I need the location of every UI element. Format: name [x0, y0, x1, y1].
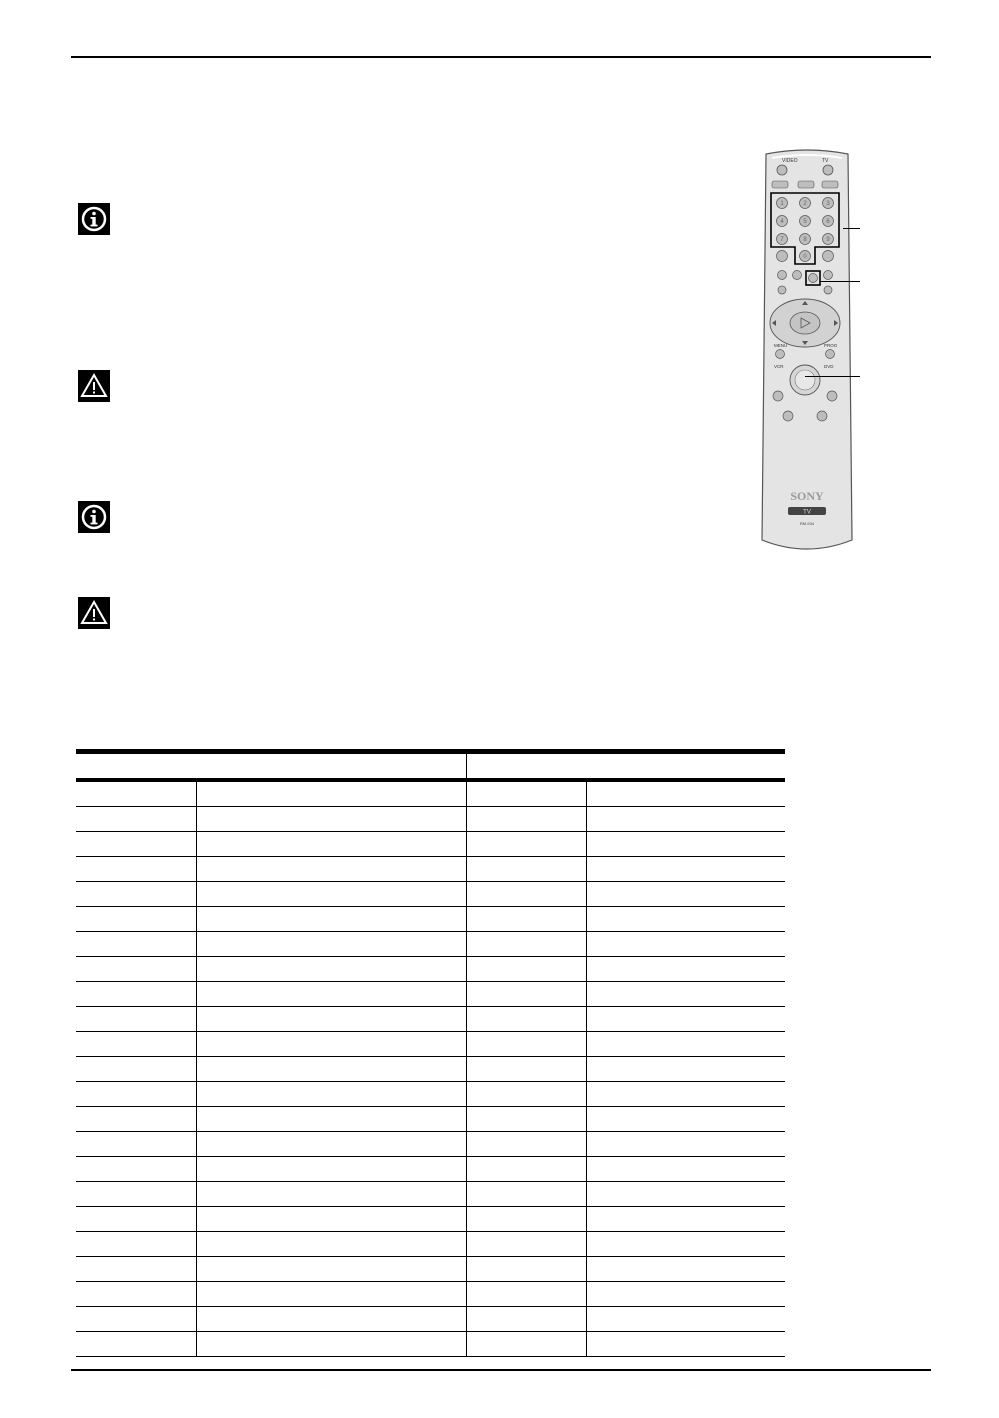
- table-cell: [196, 1332, 466, 1357]
- table-cell: [466, 1332, 586, 1357]
- table-cell: [466, 1057, 586, 1082]
- table-cell: [466, 1132, 586, 1157]
- table-cell: [76, 1232, 196, 1257]
- table-row: [76, 1082, 785, 1107]
- table-cell: [586, 1107, 785, 1132]
- table-cell: [586, 1257, 785, 1282]
- table-cell: [466, 1157, 586, 1182]
- table-row: [76, 780, 785, 807]
- table-cell: [196, 1032, 466, 1057]
- table-row: [76, 1057, 785, 1082]
- table-row: [76, 1157, 785, 1182]
- table-row: [76, 857, 785, 882]
- table-cell: [586, 807, 785, 832]
- table-cell: [196, 807, 466, 832]
- table-cell: [586, 1232, 785, 1257]
- table-row: [76, 1332, 785, 1357]
- table-cell: [76, 807, 196, 832]
- table-cell: [586, 907, 785, 932]
- dvd-label: DVD: [824, 364, 834, 369]
- table-cell: [76, 932, 196, 957]
- table-cell: [76, 1032, 196, 1057]
- table-cell: [76, 780, 196, 807]
- table-cell: [466, 1307, 586, 1332]
- table-cell: [76, 1282, 196, 1307]
- table-cell: [196, 1157, 466, 1182]
- table-cell: [196, 957, 466, 982]
- table-cell: [586, 832, 785, 857]
- table-row: [76, 1032, 785, 1057]
- table-cell: [586, 932, 785, 957]
- table-row: [76, 1307, 785, 1332]
- table-cell: [586, 1132, 785, 1157]
- table-cell: [76, 1307, 196, 1332]
- table-cell: [76, 832, 196, 857]
- table-cell: [586, 1157, 785, 1182]
- table-row: [76, 982, 785, 1007]
- table-cell: [586, 957, 785, 982]
- table-row: [76, 907, 785, 932]
- table-cell: [196, 1082, 466, 1107]
- table-cell: [586, 780, 785, 807]
- table-cell: [76, 957, 196, 982]
- table-cell: [196, 982, 466, 1007]
- table-header-group-1: [76, 752, 466, 781]
- table-cell: [466, 982, 586, 1007]
- table-cell: [76, 982, 196, 1007]
- table-cell: [76, 1157, 196, 1182]
- table-cell: [466, 882, 586, 907]
- callout-number-keys: [843, 228, 860, 229]
- table-cell: [76, 1107, 196, 1132]
- table-cell: [466, 1257, 586, 1282]
- table-cell: [196, 907, 466, 932]
- table-cell: [196, 832, 466, 857]
- table-cell: [196, 1207, 466, 1232]
- table-cell: [196, 780, 466, 807]
- svg-text:5: 5: [803, 219, 807, 225]
- table-row: [76, 1132, 785, 1157]
- table-cell: [586, 1057, 785, 1082]
- table-cell: [466, 1282, 586, 1307]
- table-cell: [76, 1007, 196, 1032]
- table-cell: [196, 1232, 466, 1257]
- table-row: [76, 882, 785, 907]
- svg-text:9: 9: [826, 237, 830, 243]
- tv-label: TV: [822, 158, 829, 164]
- vcr-label: VCR: [774, 364, 784, 369]
- bottom-rule: [71, 1369, 931, 1371]
- table-cell: [466, 1107, 586, 1132]
- table-cell: [76, 1182, 196, 1207]
- table-row: [76, 957, 785, 982]
- callout-selector: [805, 376, 860, 377]
- table-row: [76, 1207, 785, 1232]
- warning-icon: [78, 370, 110, 402]
- svg-text:4: 4: [780, 219, 784, 225]
- table-cell: [466, 932, 586, 957]
- svg-text:2: 2: [803, 201, 807, 207]
- table-cell: [76, 857, 196, 882]
- model-label: RM-934: [799, 521, 815, 526]
- table-header-group-2: [466, 752, 785, 781]
- table-cell: [76, 1332, 196, 1357]
- table-cell: [586, 1032, 785, 1057]
- table-cell: [76, 1207, 196, 1232]
- table-cell: [196, 1257, 466, 1282]
- info-icon: [78, 501, 110, 533]
- top-rule: [71, 56, 931, 58]
- table-cell: [196, 1282, 466, 1307]
- table-row: [76, 932, 785, 957]
- table-cell: [586, 982, 785, 1007]
- remote-control-illustration: [752, 148, 862, 556]
- svg-text:8: 8: [803, 237, 807, 243]
- svg-text:7: 7: [780, 237, 784, 243]
- callout-small-key: [820, 281, 860, 282]
- table-cell: [466, 1007, 586, 1032]
- table-row: [76, 1257, 785, 1282]
- data-table: [76, 749, 785, 1357]
- menu-label: MENU: [774, 343, 788, 348]
- table-cell: [466, 807, 586, 832]
- table-cell: [466, 1232, 586, 1257]
- table-row: [76, 807, 785, 832]
- table-cell: [466, 1082, 586, 1107]
- table-row: [76, 1232, 785, 1257]
- table-cell: [196, 1057, 466, 1082]
- table-cell: [586, 1207, 785, 1232]
- table-cell: [196, 1182, 466, 1207]
- table-cell: [586, 857, 785, 882]
- table-row: [76, 1107, 785, 1132]
- tv-badge: TV: [803, 509, 811, 516]
- table-cell: [586, 1007, 785, 1032]
- table-cell: [196, 932, 466, 957]
- table-cell: [466, 1207, 586, 1232]
- table-cell: [196, 1307, 466, 1332]
- table-cell: [196, 1007, 466, 1032]
- svg-text:0: 0: [803, 254, 807, 260]
- table-cell: [76, 1132, 196, 1157]
- table-cell: [466, 857, 586, 882]
- table-row: [76, 1007, 785, 1032]
- table-cell: [586, 1332, 785, 1357]
- table-row: [76, 1282, 785, 1307]
- info-icon: [78, 203, 110, 235]
- video-label: VIDEO: [782, 158, 798, 164]
- table-cell: [76, 1082, 196, 1107]
- brand-logo: SONY: [790, 489, 824, 503]
- table-cell: [196, 882, 466, 907]
- table-cell: [466, 1182, 586, 1207]
- table-cell: [76, 1257, 196, 1282]
- svg-text:1: 1: [780, 201, 784, 207]
- table-row: [76, 832, 785, 857]
- table-cell: [466, 832, 586, 857]
- table-cell: [586, 1082, 785, 1107]
- table-cell: [466, 957, 586, 982]
- table-cell: [196, 857, 466, 882]
- table-cell: [76, 882, 196, 907]
- table-cell: [466, 780, 586, 807]
- svg-text:3: 3: [826, 201, 830, 207]
- table-cell: [586, 882, 785, 907]
- table-cell: [196, 1132, 466, 1157]
- svg-text:6: 6: [826, 219, 830, 225]
- table-cell: [76, 907, 196, 932]
- warning-icon: [78, 597, 110, 629]
- table-cell: [466, 907, 586, 932]
- table-cell: [466, 1032, 586, 1057]
- table-cell: [586, 1282, 785, 1307]
- table-cell: [76, 1057, 196, 1082]
- prog-label: PROG: [824, 343, 838, 348]
- table-cell: [586, 1307, 785, 1332]
- table-cell: [586, 1182, 785, 1207]
- table-row: [76, 1182, 785, 1207]
- remote-control-graphic: [752, 148, 862, 556]
- table-cell: [196, 1107, 466, 1132]
- table-body: [76, 780, 785, 1357]
